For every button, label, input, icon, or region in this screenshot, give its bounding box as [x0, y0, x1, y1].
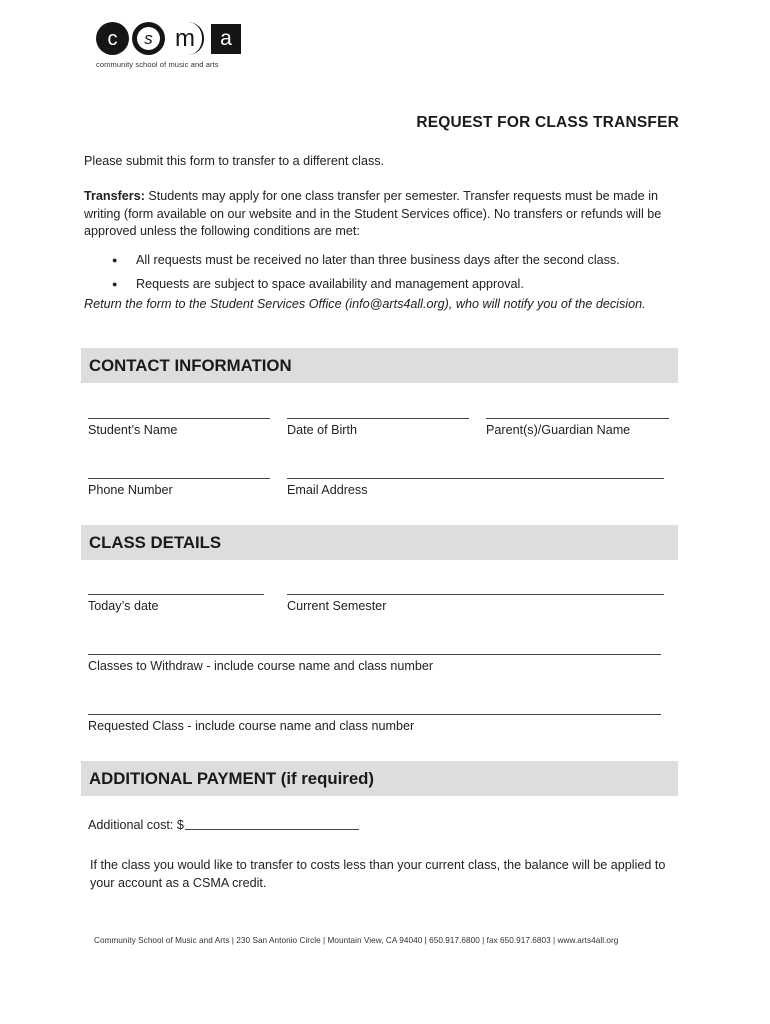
additional-cost-line[interactable] [185, 818, 359, 830]
logo-letter-a: a [211, 24, 241, 54]
todays-date-label: Today’s date [88, 599, 159, 613]
classes-to-withdraw-line[interactable] [88, 654, 661, 655]
guardian-name-label: Parent(s)/Guardian Name [486, 423, 631, 437]
guardian-name-field[interactable] [486, 418, 669, 437]
section-contact-information: CONTACT INFORMATION [81, 348, 678, 383]
email-label: Email Address [287, 483, 368, 497]
current-semester-line[interactable] [287, 594, 664, 595]
transfers-text: Students may apply for one class transfer per semester. Transfer requests must be made in writing (form available on our website and in the Student Services office). No transfers or refunds will be approved unless the following conditions are met: [84, 189, 662, 238]
footer-contact: Community School of Music and Arts | 230 San Antonio Circle | Mountain View, CA 94040 | 650.917.6800 | fax 650.917.6803 | www.arts4all.org [94, 936, 619, 945]
date-of-birth-field[interactable] [287, 418, 469, 437]
phone-line[interactable] [88, 478, 270, 479]
condition-item: ● Requests are subject to space availability and management approval. [112, 273, 620, 297]
transfers-label: Transfers: [84, 189, 145, 203]
return-note: Return the form to the Student Services Office (info@arts4all.org), who will notify you of the decision. [84, 297, 646, 311]
phone-label: Phone Number [88, 483, 173, 497]
logo-mark [96, 22, 256, 55]
credit-note: If the class you would like to transfer to costs less than your current class, the balance will be applied to your account as a CSMA credit. [90, 858, 666, 890]
intro-text: Please submit this form to transfer to a different class. [84, 154, 385, 168]
page-title: REQUEST FOR CLASS TRANSFER [416, 114, 679, 131]
logo-letter-s: s [137, 27, 160, 50]
logo-letter-s-circle [132, 22, 165, 55]
requested-class-line[interactable] [88, 714, 661, 715]
email-line[interactable] [287, 478, 664, 479]
logo-letter-m: m [168, 22, 204, 55]
student-name-field[interactable] [88, 418, 270, 437]
guardian-name-line[interactable] [486, 418, 669, 419]
section-additional-payment: ADDITIONAL PAYMENT (if required) [81, 761, 678, 796]
logo-letter-c: c [96, 22, 129, 55]
student-name-label: Student’s Name [88, 423, 178, 437]
condition-item: ● All requests must be received no later than three business days after the second class. [112, 249, 620, 273]
phone-field[interactable] [88, 478, 270, 497]
date-of-birth-label: Date of Birth [287, 423, 357, 437]
classes-to-withdraw-field[interactable] [88, 654, 661, 673]
csma-logo [96, 22, 256, 74]
todays-date-field[interactable] [88, 594, 264, 613]
section-class-details: CLASS DETAILS [81, 525, 678, 560]
requested-class-field[interactable] [88, 714, 661, 733]
requested-class-label: Requested Class - include course name and class number [88, 719, 415, 733]
transfers-paragraph [84, 188, 684, 241]
current-semester-field[interactable] [287, 594, 664, 613]
email-field[interactable] [287, 478, 664, 497]
logo-tagline: community school of music and arts [96, 60, 219, 69]
additional-cost-label: Additional cost: $ [88, 818, 184, 832]
additional-cost-field[interactable] [88, 818, 359, 832]
todays-date-line[interactable] [88, 594, 264, 595]
student-name-line[interactable] [88, 418, 270, 419]
date-of-birth-line[interactable] [287, 418, 469, 419]
conditions-list [112, 249, 620, 296]
classes-to-withdraw-label: Classes to Withdraw - include course name and class number [88, 659, 434, 673]
current-semester-label: Current Semester [287, 599, 387, 613]
